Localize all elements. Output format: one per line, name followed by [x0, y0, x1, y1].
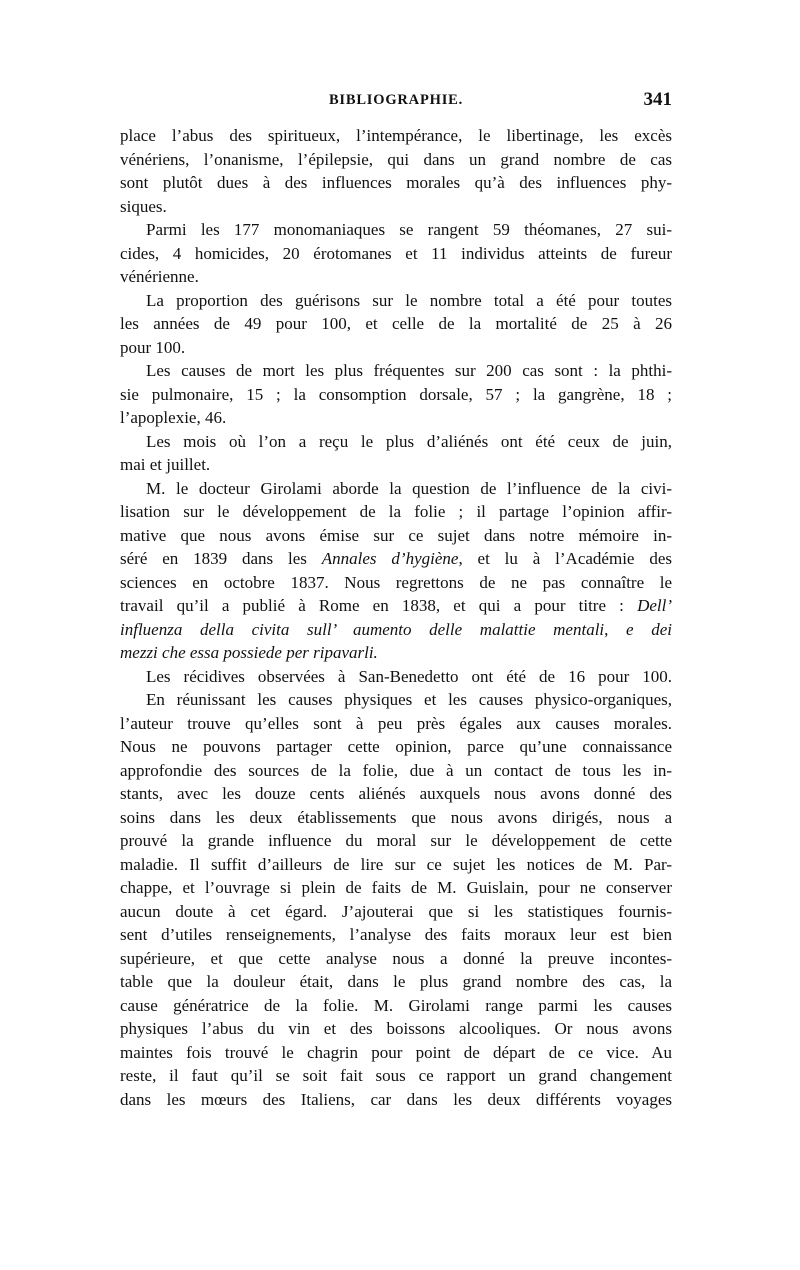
- text-run: approfondie des sources de la folie, due à un contact de tous les in-: [120, 760, 672, 780]
- paragraph: [120, 359, 672, 430]
- text-run: séré en 1839 dans les: [120, 549, 322, 568]
- text-line: [120, 336, 672, 360]
- text-run: La proportion des guérisons sur le nombre total a été pour toutes: [146, 290, 672, 310]
- text-line: [120, 735, 672, 759]
- text-run: , et lu à l’Académie des: [458, 549, 672, 568]
- text-line: [120, 665, 672, 689]
- text-run: Les mois où l’on a reçu le plus d’aliénés ont été ceux de juin,: [146, 431, 672, 451]
- text-line: [120, 453, 672, 477]
- text-run: sent d’utiles renseignements, l’analyse des faits moraux leur est bien: [120, 925, 672, 944]
- text-line: [120, 571, 672, 595]
- text-run: physiques l’abus du vin et des boissons alcooliques. Or nous avons: [120, 1019, 672, 1038]
- text-run: sie pulmonaire, 15 ; la consomption dorsale, 57 ; la gangrène, 18 ;: [120, 384, 672, 404]
- text-line: [120, 124, 672, 148]
- text-line: [120, 594, 672, 618]
- text-line: [120, 406, 672, 430]
- text-run: pour 100.: [120, 337, 186, 357]
- text-run: Les récidives observées à San-Benedetto ont été de 16 pour 100.: [146, 666, 672, 686]
- text-run: aucun doute à cet égard. J’ajouterai que si les statistiques fournis-: [120, 901, 672, 921]
- text-line: [120, 477, 672, 501]
- running-title: BIBLIOGRAPHIE.: [328, 92, 464, 108]
- page-number: 341: [643, 89, 672, 110]
- text-run: reste, il faut qu’il se soit fait sous ce rapport un grand changement: [120, 1066, 672, 1085]
- text-run: sciences en octobre 1837. Nous regrettons de ne pas connaître le: [120, 572, 672, 592]
- paragraph: [120, 289, 672, 360]
- running-header: [120, 89, 672, 114]
- text-line: [120, 171, 672, 195]
- text-run: cides, 4 homicides, 20 érotomanes et 11 individus atteints de fureur: [120, 243, 672, 263]
- text-line: [120, 1088, 672, 1112]
- italic-text: e dei: [626, 619, 672, 639]
- text-line: [120, 806, 672, 830]
- text-run: sont plutôt dues à des influences morales qu’à des influences phy-: [120, 173, 672, 192]
- text-line: [120, 947, 672, 971]
- text-line: [120, 148, 672, 172]
- text-line: [120, 383, 672, 407]
- italic-text: influenza della civita sull’ aumento delle malattie mentali: [120, 619, 605, 639]
- body-text: [120, 124, 672, 1111]
- text-line: [120, 782, 672, 806]
- text-line: [120, 1064, 672, 1088]
- text-line: [120, 688, 672, 712]
- text-line: [120, 994, 672, 1018]
- paragraph: [120, 218, 672, 289]
- text-run: supérieure, et que cette analyse nous a donné la preuve incontes-: [120, 948, 672, 968]
- text-line: [120, 712, 672, 736]
- text-run: chappe, et l’ouvrage si plein de faits de M. Guislain, pour ne conserver: [120, 878, 672, 897]
- text-run: maintes fois trouvé le chagrin pour point de départ de ce vice. Au: [120, 1042, 672, 1062]
- text-line: [120, 876, 672, 900]
- text-run: En réunissant les causes physiques et les causes physico-organiques,: [146, 690, 672, 709]
- text-line: [120, 547, 672, 571]
- text-line: [120, 1041, 672, 1065]
- text-line: [120, 759, 672, 783]
- text-line: [120, 524, 672, 548]
- text-run: Les causes de mort les plus fréquentes sur 200 cas sont : la phthi-: [146, 361, 672, 380]
- italic-text: Dell’: [637, 596, 672, 615]
- paragraph: [120, 124, 672, 218]
- text-line: [120, 923, 672, 947]
- text-run: lisation sur le développement de la folie ; il partage l’opinion affir-: [120, 502, 672, 521]
- text-run: dans les mœurs des Italiens, car dans les deux différents voyages: [120, 1089, 672, 1109]
- text-line: [120, 265, 672, 289]
- text-line: [120, 218, 672, 242]
- text-run: Nous ne pouvons partager cette opinion, parce qu’une connaissance: [120, 737, 672, 756]
- text-run: cause génératrice de la folie. M. Girolami range parmi les causes: [120, 995, 672, 1015]
- text-run: l’apoplexie, 46.: [120, 408, 227, 427]
- text-run: mai et juillet.: [120, 455, 211, 474]
- text-run: mative que nous avons émise sur ce sujet dans notre mémoire in-: [120, 525, 672, 545]
- text-run: vénérienne.: [120, 267, 199, 286]
- text-run: soins dans les deux établissements que nous avons dirigés, nous a: [120, 807, 672, 827]
- text-run: table que la douleur était, dans le plus grand nombre des cas, la: [120, 972, 672, 991]
- text-line: [120, 618, 672, 642]
- paragraph: [120, 477, 672, 665]
- text-run: ,: [604, 619, 627, 639]
- text-line: [120, 312, 672, 336]
- text-run: place l’abus des spiritueux, l’intempérance, le libertinage, les excès: [120, 126, 672, 145]
- text-run: les années de 49 pour 100, et celle de la mortalité de 25 à 26: [120, 314, 672, 333]
- italic-text: mezzi che essa possiede per ripavarli.: [120, 643, 378, 662]
- text-line: [120, 430, 672, 454]
- text-run: maladie. Il suffit d’ailleurs de lire sur ce sujet les notices de M. Par-: [120, 854, 672, 874]
- text-run: prouvé la grande influence du moral sur le développement de cette: [120, 831, 672, 850]
- text-run: travail qu’il a publié à Rome en 1838, et qui a pour titre :: [120, 596, 638, 615]
- text-run: stants, avec les douze cents aliénés auxquels nous avons donné des: [120, 784, 672, 803]
- text-line: [120, 242, 672, 266]
- text-line: [120, 289, 672, 313]
- italic-text: Annales d’hygiène: [321, 549, 459, 568]
- text-line: [120, 359, 672, 383]
- text-run: vénériens, l’onanisme, l’épilepsie, qui dans un grand nombre de cas: [120, 149, 672, 169]
- text-line: [120, 829, 672, 853]
- text-run: Parmi les 177 monomaniaques se rangent 59 théomanes, 27 sui-: [146, 220, 672, 239]
- text-line: [120, 195, 672, 219]
- text-line: [120, 1017, 672, 1041]
- paragraph: [120, 430, 672, 477]
- paragraph: [120, 665, 672, 689]
- paragraph: [120, 688, 672, 1111]
- text-run: M. le docteur Girolami aborde la question de l’influence de la civi-: [146, 478, 672, 498]
- text-line: [120, 853, 672, 877]
- text-line: [120, 641, 672, 665]
- text-line: [120, 500, 672, 524]
- text-run: l’auteur trouve qu’elles sont à peu près égales aux causes morales.: [120, 713, 672, 733]
- text-line: [120, 970, 672, 994]
- text-line: [120, 900, 672, 924]
- text-run: siques.: [120, 196, 167, 216]
